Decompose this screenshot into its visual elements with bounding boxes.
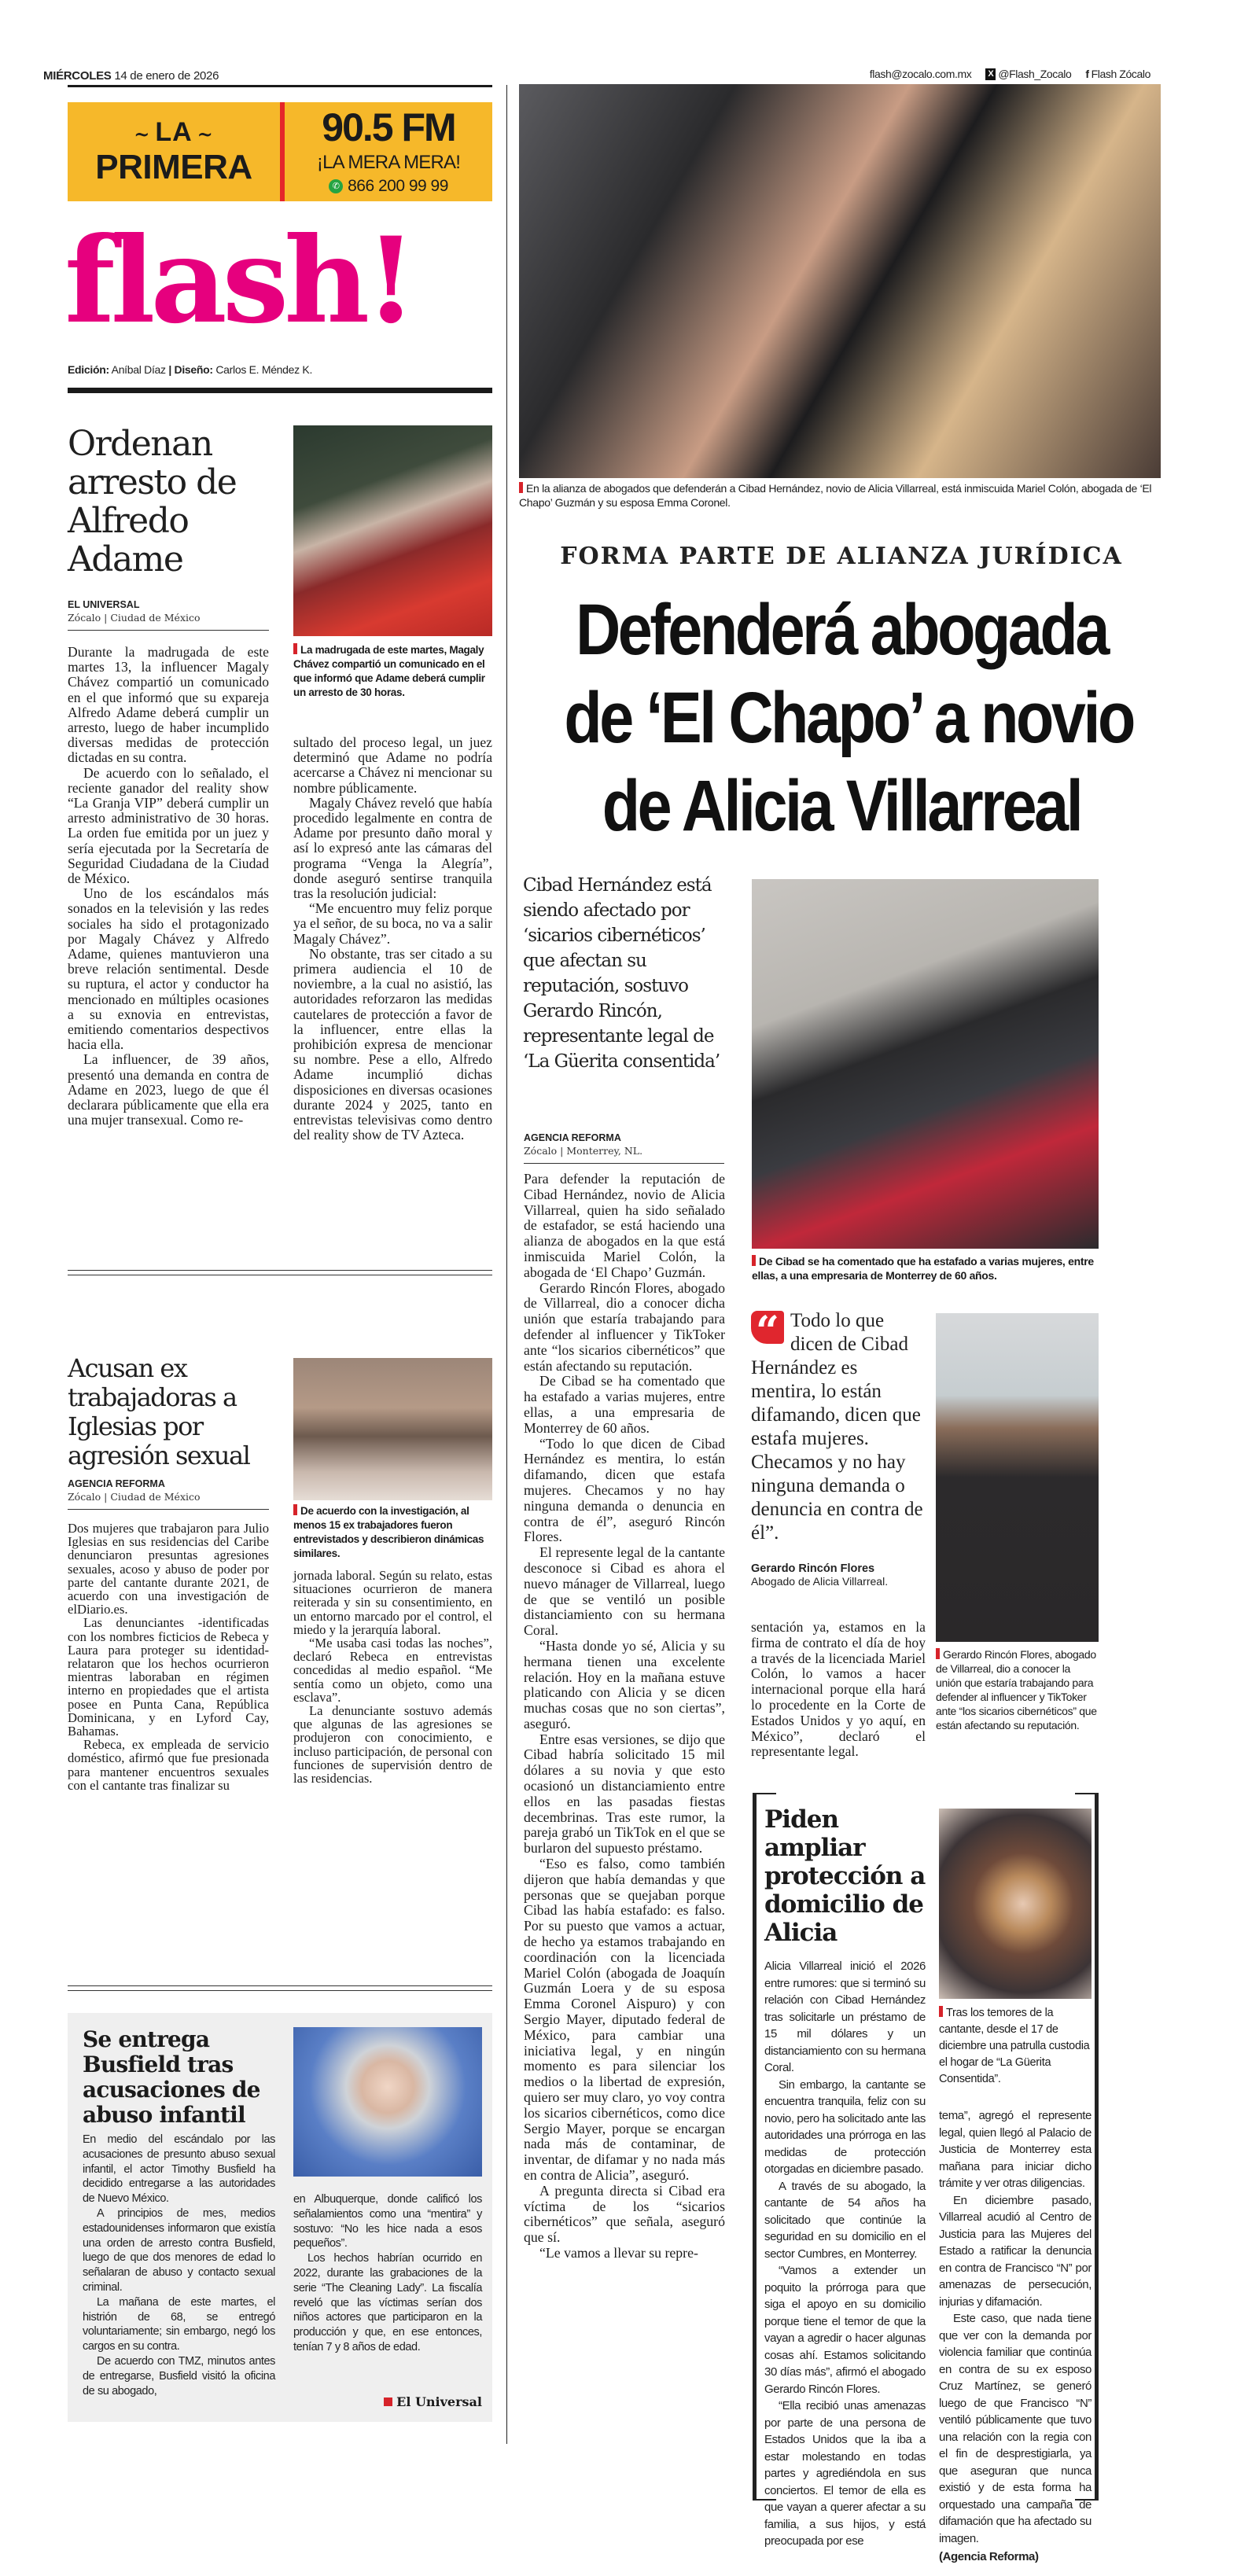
adame-photo-caption: [293, 643, 492, 700]
mustache-left-icon: ~: [134, 123, 151, 145]
alicia-headline: Piden ampliar protección a domicilio de Alicia: [764, 1805, 926, 1947]
rincon-caption-text: Gerardo Rincón Flores, abogado de Villarreal, dio a conocer la unión que estaría trabajando para defender al influencer y TikToker ante “los sicarios cibernéticos” que están afectando su reputación.: [936, 1648, 1097, 1731]
section-logo: flash!: [64, 212, 413, 350]
paragraph: En medio del escándalo por las acusaciones de presunto abuso sexual infantil, el actor Timothy Busfield ha decidido entregarse a las autoridades de Nuevo México.: [83, 2133, 275, 2206]
paragraph: “Vamos a extender un poquito la prórroga para que siga el apoyo en su domicilio porque tiene el temor de que la vayan a agredir o hacer algunas cosas ahí. Estamos solicitando 30 días más”, afirmó el abogado Gerardo Rincón Flores.: [764, 2264, 926, 2396]
busfield-signature: [293, 2394, 482, 2409]
paragraph: De Cibad se ha comentado que ha estafado a varias mujeres, entre ellas, a una empresaria de Monterrey de 60 años.: [524, 1373, 725, 1436]
iglesias-article-header: [68, 1354, 269, 1510]
main-headline-line: Defenderá abogada: [576, 590, 1107, 670]
byline-rule: [68, 630, 269, 631]
pull-quote: [751, 1309, 926, 1588]
caption-marker: [936, 1648, 940, 1659]
paragraph: sultado del proceso legal, un juez determinó que Adame no podría acercarse a Chávez ni mencionar su nombre públicamente.: [293, 734, 492, 796]
adame-body-col2: [293, 735, 492, 1143]
paragraph: El represente legal de la cantante desconoce si Cibad es ahora el nuevo mánager de Villarreal, luego de que se ventiló un posible distanciamiento con su hermana Coral.: [524, 1544, 725, 1639]
paragraph: Magaly Chávez reveló que había procedido legalmente en contra de Adame por presunto daño moral y así lo expresó ante las cámaras del programa “Venga la Alegría”, donde aseguró sentirse tranquila tras la resolución judicial:: [293, 794, 492, 902]
paragraph: “Ella recibió unas amenazas por parte de una persona de Estados Unidos que la iba a estar molestando en todas partes y agrediéndola en sus conciertos. El temor de ella es que vayan a querer afectar a su familia, a sus hijos, y está preocupada por ese: [764, 2399, 926, 2548]
section-separator: [68, 1985, 492, 1991]
paragraph: “Me usaba casi todas las noches”, declaró Rebeca en entrevistas concedidas al medio español. “Me sentía como un objeto, como una esclava”.: [293, 1636, 492, 1705]
quote-role: Abogado de Alicia Villarreal.: [751, 1575, 889, 1588]
rincon-photo: [936, 1313, 1099, 1642]
iglesias-headline: Acusan ex trabajadoras a Iglesias por agresión sexual: [68, 1353, 250, 1470]
busfield-headline: Se entrega Busfield tras acusaciones de abuso infantil: [83, 2026, 260, 2128]
facebook-icon: f: [1085, 68, 1089, 80]
paragraph: La mañana de este martes, el histrión de 68, se entregó voluntariamente; sin embargo, negó los cargos en su contra.: [83, 2295, 275, 2353]
iglesias-agency: AGENCIA REFORMA: [68, 1478, 165, 1489]
paragraph: Para defender la reputación de Cibad Hernández, novio de Alicia Villarreal, quien ha sido señalado de estafador, se está haciendo una alianza de abogados en la que está inmiscuida Mariel Colón, la abogada de ‘El Chapo’ Guzmán.: [524, 1171, 725, 1280]
adame-article-header: [68, 425, 269, 631]
alicia-photo: [939, 1809, 1092, 1999]
email-link[interactable]: flash@zocalo.com.mx: [869, 68, 972, 80]
paragraph: Este caso, que nada tiene que ver con la demanda por violencia familiar que continúa en contra de su ex esposo Cruz Martínez, se generó luego de que Francisco “N” ventiló públicamente que tuvo una relación con la regia con el fin de desprestigiarla, ya que aseguran que nunca existió y de esta forma ha orquestado una campaña de difamación que ha afectado su imagen.: [939, 2312, 1092, 2545]
paragraph: Dos mujeres que trabajaron para Julio Iglesias en sus residencias del Caribe denunciaron presuntas agresiones sexuales, acoso y abuso de poder por parte del cantante durante 2021, de acuerdo con una investigación de elDiario.es.: [68, 1521, 269, 1617]
main-deck: Cibad Hernández está siendo afectado por ‘sicarios cibernéticos’ que afectan su reputación, sostuvo Gerardo Rincón, representante legal de ‘La Güerita consentida’: [523, 875, 720, 1072]
paragraph: En diciembre pasado, Villarreal acudió al Centro de Justicia para las Mujeres del Estado a ratificar la denuncia en contra de Francisco “N” por amenazas de persecución, injurias y difamación.: [939, 2193, 1092, 2309]
ad-frequency: 90.5 FM: [322, 105, 455, 149]
alicia-signature: (Agencia Reforma): [939, 2550, 1039, 2563]
quote-icon: “: [751, 1311, 784, 1344]
paragraph: “Me encuentro muy feliz porque ya el señor, de su boca, no va a salir Magaly Chávez”.: [293, 900, 492, 947]
paragraph: De acuerdo con lo señalado, el reciente ganador del reality show “La Granja VIP” deberá cumplir un arresto administrativo de 30 horas. La orden fue emitida por un juez y sería ejecutada por la Secretaría de Seguridad Ciudadana de la Ciudad de México.: [68, 764, 269, 887]
main-photo: [519, 84, 1161, 478]
ad-brand: [68, 102, 280, 201]
ad-phone-number: 866 200 99 99: [348, 177, 448, 195]
quote-author: Gerardo Rincón Flores: [751, 1562, 875, 1575]
caption-marker: [752, 1255, 756, 1266]
main-byline: [524, 1132, 724, 1164]
rincon-photo-caption: [936, 1647, 1099, 1732]
paragraph: Sin embargo, la cantante se encuentra tranquila, feliz con su novio, pero ha solicitado ante las autoridades una prórroga en las medidas de protección otorgadas en diciembre pasado.: [764, 2077, 926, 2176]
street-caption-text: De Cibad se ha comentado que ha estafado a varias mujeres, entre ellas, a una empresaria de Monterrey de 60 años.: [752, 1255, 1094, 1282]
paragraph: A principios de mes, medios estadounidenses informaron que existía una orden de arresto contra Busfield, luego de que dos menores de edad lo señalaran de abuso y contacto sexual criminal.: [83, 2206, 275, 2294]
paragraph: Alicia Villarreal inició el 2026 entre rumores: que si terminó su relación con Cibad Hernández tras solicitarle un préstamo de 15 mil dólares y un distanciamiento con su hermana Coral.: [764, 1960, 926, 2074]
design-label: | Diseño:: [168, 363, 213, 376]
street-photo: [752, 879, 1099, 1249]
paragraph: tema”, agregó el represente legal, quien llegó al Palacio de Justicia de Monterrey esta mañana para iniciar dicho trámite y ver otras diligencias.: [939, 2109, 1092, 2190]
paragraph: A pregunta directa si Cibad era víctima de los “sicarios cibernéticos” que señala, aseguró que sí.: [524, 2182, 725, 2246]
alicia-caption-text: Tras los temores de la cantante, desde el 17 de diciembre una patrulla custodia el hogar de “La Güerita Consentida”.: [939, 2007, 1090, 2085]
edition-label: Edición:: [68, 363, 109, 376]
paragraph: “Le vamos a llevar su repre-: [539, 2244, 698, 2261]
paragraph: Rebeca, ex empleada de servicio doméstico, afirmó que fue presionada para mantener encuentros sexuales con el cantante tras finalizar su: [68, 1737, 269, 1793]
paragraph: La influencer, de 39 años, presentó una demanda en contra de Adame en 2023, luego de que él declarara públicamente que ella era una mujer transexual. Como re-: [68, 1051, 269, 1128]
paragraph: Entre esas versiones, se dijo que Cibad habría solicitado 15 mil dólares a su novia y que esto ocasionó un distanciamiento entre ellos en las pasadas fiestas decembrinas. Tras este rumor, la pareja grabó un TikTok en el que se burlaron del supuesto préstamo.: [524, 1731, 725, 1857]
busfield-article-left: [83, 2027, 275, 2398]
iglesias-location: Zócalo | Ciudad de México: [68, 1491, 201, 1503]
edition-name: Aníbal Díaz: [111, 363, 166, 376]
twitter-link[interactable]: [985, 68, 1071, 80]
paragraph: A través de su abogado, la cantante de 54 años ha solicitado que continúe la seguridad en su domicilio en el sector Cumbres, en Monterrey.: [764, 2179, 926, 2261]
ad-info: [285, 102, 492, 201]
main-body-col1: [524, 1172, 725, 2261]
alicia-photo-caption: [939, 2005, 1092, 2088]
paragraph: sentación ya, estamos en la firma de contrato el día de hoy a través de la licenciada Mariel Colón, lo vamos a hacer internacional porque ella hará lo procedente en la Corte de Estados Unidos y yo aquí, en México”, declaró el representante legal.: [751, 1619, 926, 1760]
ad-slogan: ¡LA MERA MERA!: [316, 152, 461, 173]
adame-body-col1: [68, 645, 269, 1128]
paragraph: jornada laboral. Según su relato, estas situaciones ocurrieron de manera reiterada y sin su consentimiento, en un entorno marcado por el control, el miedo y la jerarquía laboral.: [293, 1568, 492, 1637]
paragraph: en Albuquerque, donde calificó los señalamientos como una “mentira” y sostuvo: “No les hice nada a esos pequeños”.: [293, 2193, 482, 2250]
paragraph: Durante la madrugada de este martes 13, la influencer Magaly Chávez compartió un comunicado en el que informó que su expareja Alfredo Adame deberá cumplir un arresto, luego de haber incumplido diversas medidas de protección dictadas en su contra.: [68, 644, 269, 766]
frame-corner: [753, 1793, 776, 1794]
main-photo-caption: [519, 481, 1161, 510]
adame-photo: [293, 425, 492, 636]
adame-headline: Ordenan arresto de Alfredo Adame: [68, 424, 237, 580]
date: 14 de enero de 2026: [114, 69, 219, 83]
alicia-body-col2: [939, 2107, 1092, 2566]
main-caption-text: En la alianza de abogados que defenderán a Cibad Hernández, novio de Alicia Villarreal, está inmiscuida Mariel Colón, abogada de ‘El Chapo’ Guzmán y su esposa Emma Coronel.: [519, 482, 1152, 509]
adame-location: Zócalo | Ciudad de México: [68, 612, 201, 624]
busfield-photo: [293, 2027, 482, 2177]
twitter-handle: @Flash_Zocalo: [998, 68, 1072, 80]
facebook-link[interactable]: [1085, 68, 1150, 80]
adame-agency: EL UNIVERSAL: [68, 599, 140, 610]
adame-caption-text: La madrugada de este martes, Magaly Chávez compartió un comunicado en el que informó que Adame deberá cumplir un arresto de 30 horas.: [293, 644, 485, 698]
frame-corner: [1075, 1793, 1099, 1794]
paragraph: Uno de los escándalos más sonados en la televisión y las redes sociales ha sido el protagonizado por Magaly Chávez y Alfredo Adame, quienes mantuvieron una breve relación sentimental. Desde su ruptura, el actor y conductor ha mencionado en múltiples ocasiones a su exnovia en entrevistas, emitiendo comentarios despectivos hacia ella.: [68, 885, 269, 1053]
main-body-col2: [751, 1620, 926, 1760]
iglesias-photo: [293, 1358, 492, 1500]
credits: [68, 363, 312, 376]
busfield-body-col1: [83, 2133, 275, 2398]
weekday: MIÉRCOLES: [43, 69, 112, 83]
contact-bar: [870, 68, 1150, 80]
caption-marker: [293, 1504, 297, 1515]
main-headline: [519, 586, 1164, 850]
byline-rule: [524, 1163, 724, 1164]
signature-marker: [384, 2398, 392, 2406]
mustache-right-icon: ~: [197, 123, 214, 145]
x-icon: X: [985, 68, 996, 80]
main-kicker: FORMA PARTE DE ALIANZA JURÍDICA: [560, 543, 1123, 570]
paragraph: Los hechos habrían ocurrido en 2022, durante las grabaciones de la serie “The Cleaning Lady”. La fiscalía reveló que las víctimas serían dos niños actores que participaron en la producción y que, en ese entonces, tenían 7 y 8 años de edad.: [293, 2252, 482, 2353]
main-headline-line: de ‘El Chapo’ a novio: [564, 678, 1133, 758]
main-agency: AGENCIA REFORMA: [524, 1132, 621, 1143]
caption-marker: [293, 643, 297, 654]
whatsapp-icon: ✆: [329, 179, 343, 193]
paragraph: Las denunciantes -identificadas con los nombres ficticios de Rebeca y Laura para proteger su identidad- relataron que los hechos ocurrieron mientras laboraban en régimen interno en propiedades que el artista posee en Punta Cana, República Dominicana, y en Lyford Cay, Bahamas.: [68, 1615, 269, 1739]
quote-text: Todo lo que dicen de Cibad Hernández es mentira, lo están difamando, dicen que estafa mujeres. Checamos y no hay ninguna demanda o denuncia en contra de él”.: [751, 1310, 923, 1544]
street-photo-caption: [752, 1254, 1102, 1282]
paragraph: De acuerdo con TMZ, minutos antes de entregarse, Busfield visitó la oficina de su abogado,: [83, 2354, 275, 2398]
alicia-article-left: [764, 1805, 926, 2550]
main-location: Zócalo | Monterrey, NL.: [524, 1145, 643, 1157]
caption-marker: [939, 2006, 943, 2017]
iglesias-photo-caption: [293, 1504, 492, 1561]
column-divider: [506, 85, 507, 2444]
iglesias-body-col1: [68, 1522, 269, 1792]
paragraph: Gerardo Rincón Flores, abogado de Villarreal, dio a conocer dicha unión que estaría trabajando para defender al influencer y TikToker ante “los sicarios cibernéticos” que están afectando su reputación.: [524, 1279, 725, 1374]
header-rule: [68, 85, 492, 87]
main-headline-line: de Alicia Villarreal: [602, 766, 1081, 846]
ad-brand-bottom: PRIMERA: [95, 148, 252, 186]
paragraph: “Todo lo que dicen de Cibad Hernández es mentira, lo están difamando, dicen que estafa mujeres. Checamos y no hay ninguna demanda o denuncia en contra de él”, aseguró Rincón Flores.: [524, 1435, 725, 1545]
alicia-body-col1: [764, 1958, 926, 2550]
busfield-body-col2: [293, 2192, 482, 2355]
paragraph: “Hasta donde yo sé, Alicia y su hermana tienen una excelente relación. Hoy en la mañana estuve platicando con Alicia y se dicen muchas cosas que no son ciertas”, aseguró.: [524, 1637, 725, 1731]
credits-rule: [68, 388, 492, 393]
busfield-signature-text: El Universal: [396, 2394, 482, 2409]
ad-brand-top: LA: [155, 117, 193, 147]
facebook-name: Flash Zócalo: [1091, 68, 1150, 80]
section-separator: [68, 1270, 492, 1275]
byline-rule: [68, 1509, 269, 1510]
paragraph: La denunciante sostuvo además que algunas de las agresiones se produjeron con conocimiento, e incluso participación, de personal con funciones de supervisión dentro de las residencias.: [293, 1703, 492, 1787]
paragraph: No obstante, tras ser citado a su primera audiencia el 10 de noviembre, a la cual no asistió, las autoridades reforzaron las medidas cautelares de protección a favor de la influencer, entre ellas la prohibición expresa de mencionar su nombre. Pese a ello, Alfredo Adame incumplió dichas disposiciones en diversas ocasiones durante 2024 y 2025, tanto en entrevistas televisivas como dentro del reality show de TV Azteca.: [293, 945, 492, 1143]
iglesias-body-col2: [293, 1569, 492, 1785]
design-name: Carlos E. Méndez K.: [215, 363, 313, 376]
ad-phone: [329, 177, 448, 196]
radio-ad-banner[interactable]: [68, 102, 492, 201]
caption-marker: [519, 482, 523, 493]
issue-date: [43, 69, 219, 83]
paragraph: “Eso es falso, como también dijeron que había demandas y que personas que se quejaban porque Cibad las había estafado: es falso. Por su puesto que vamos a actuar, de hecho ya estamos trabajando en coordinación con la licenciada Mariel Colón (abogada de Joaquín Guzmán Loera y de su esposa Emma Coronel Aispuro) y con Sergio Mayer, diputado federal de México, para cambiar una iniciativa legal, y en ningún momento es para silenciar los medios o la libertad de expresión, quiero ser muy claro, yo voy contra los sicarios cibernéticos, como dice Sergio Mayer, porque se encargan nada más de contaminar, de inventar, de difamar y no nada más en contra de Alicia”, aseguró.: [524, 1856, 725, 2183]
iglesias-caption-text: De acuerdo con la investigación, al menos 15 ex trabajadores fueron entrevistados y describieron dinámicas similares.: [293, 1505, 484, 1559]
